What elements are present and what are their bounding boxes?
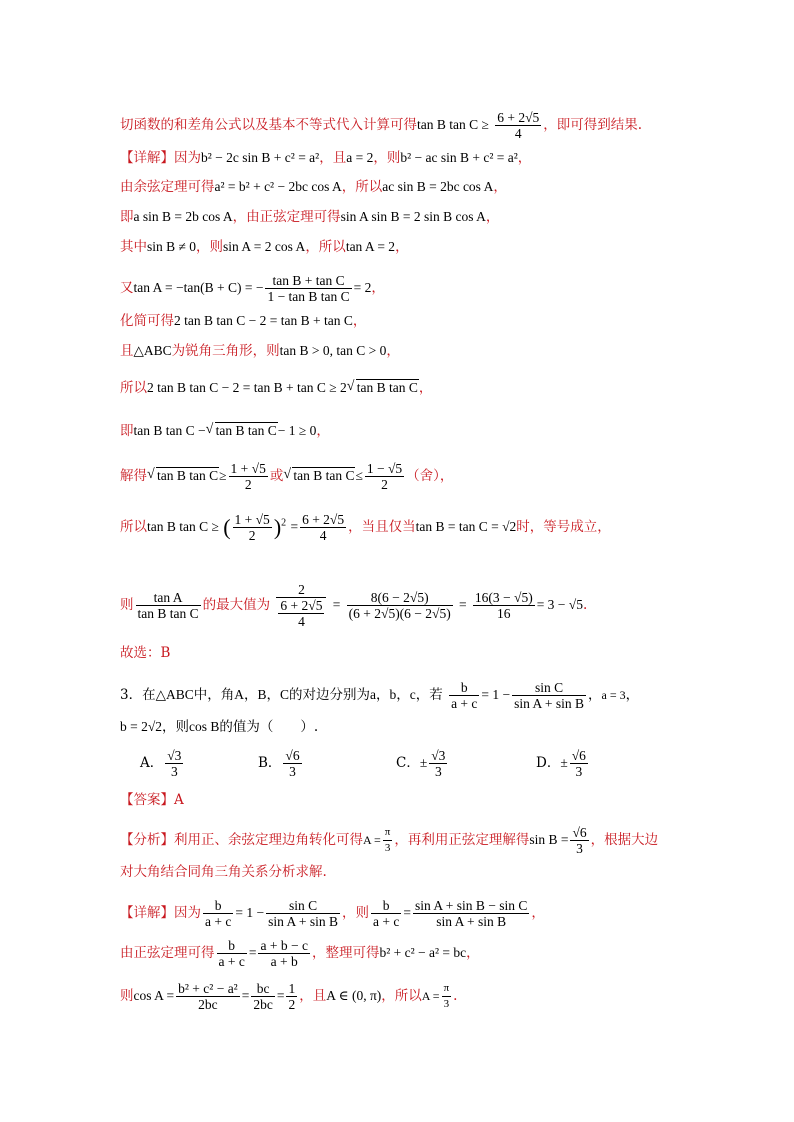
exponent: 2	[281, 517, 287, 529]
text: ，	[466, 945, 480, 961]
text: 为锐角三角形，则	[171, 343, 280, 359]
text: ，	[485, 209, 500, 225]
formula: b² − ac sin B + c² = a²	[400, 150, 518, 165]
option-label: B．	[258, 755, 282, 771]
radicand: tan B tan C	[215, 423, 277, 438]
numerator: √3	[431, 748, 446, 763]
numerator: √6	[571, 748, 586, 763]
text: ，	[352, 313, 367, 329]
text: 则	[120, 597, 134, 613]
text: 因为	[174, 150, 201, 166]
text: 即	[120, 209, 134, 225]
denominator: (6 + 2√5)(6 − 2√5)	[348, 606, 451, 621]
text: ，当且仅当	[348, 519, 416, 535]
numerator: √6	[572, 825, 587, 840]
question-3-cont	[120, 717, 318, 737]
denominator: a + b	[270, 954, 298, 969]
denominator: sin A + sin B	[514, 696, 585, 711]
formula: c	[409, 687, 416, 702]
fraction	[570, 825, 588, 856]
fraction	[266, 898, 340, 929]
fraction	[286, 981, 297, 1012]
radicand: tan B tan C	[356, 380, 418, 395]
formula: =	[276, 988, 285, 1003]
text: ，则	[373, 150, 401, 166]
formula: b	[389, 687, 397, 702]
text: 3．在	[120, 687, 156, 703]
detail2-line-1	[120, 898, 545, 929]
text: ，	[266, 687, 280, 703]
fraction	[449, 680, 479, 711]
formula: a² = b² + c² − 2bc cos A	[214, 179, 342, 194]
text: 且	[120, 343, 134, 359]
radicand: tan B tan C	[293, 468, 355, 483]
text: 由余弦定理可得	[120, 179, 215, 195]
numerator: sin C	[512, 680, 586, 696]
option-d[interactable]	[536, 748, 590, 779]
formula: = 1 −	[235, 905, 265, 920]
denominator: 2bc	[253, 997, 273, 1012]
fraction	[365, 461, 404, 492]
formula: △ABC	[133, 343, 172, 358]
denominator: 4	[514, 126, 522, 141]
text: ，则	[162, 719, 190, 735]
fraction	[383, 825, 393, 856]
formula: tan B > 0, tan C > 0	[279, 343, 387, 358]
fraction	[265, 273, 351, 304]
line-8	[120, 341, 400, 361]
numerator: √3	[167, 748, 182, 763]
radicand: tan B tan C	[157, 468, 219, 483]
fraction	[413, 898, 529, 929]
text: ，所以	[341, 179, 383, 195]
denominator: 3	[289, 764, 296, 779]
numerator: 6 + 2√5	[497, 110, 540, 125]
option-label: C．	[396, 755, 420, 771]
text: ，整理可得	[311, 945, 380, 961]
text: 又	[120, 280, 134, 296]
formula: sin B =	[529, 832, 569, 847]
denominator: a + c	[205, 914, 232, 929]
formula: tan B = tan C = √2	[415, 519, 517, 534]
option-label: A．	[140, 755, 164, 771]
denominator: 3	[443, 998, 450, 1010]
formula: tan A = −tan(B + C) = −	[133, 280, 264, 295]
fraction	[217, 938, 247, 969]
formula: sin A sin B = 2 sin B cos A	[340, 209, 486, 224]
numerator: b	[217, 938, 247, 954]
conclusion-line: 故选：B	[120, 645, 171, 661]
formula: 2 tan B tan C − 2 = tan B + tan C	[174, 313, 353, 328]
fraction	[176, 981, 240, 1012]
text: ，	[376, 687, 390, 703]
text: ，	[243, 687, 258, 703]
formula: − 1 ≥ 0	[277, 423, 317, 438]
denominator: tan B tan C	[137, 606, 199, 621]
numerator: 2	[276, 582, 326, 598]
text: 所以	[120, 380, 147, 396]
fraction	[300, 512, 346, 543]
text: 则	[120, 988, 134, 1004]
line-12	[120, 512, 611, 543]
formula: A	[234, 687, 244, 702]
formula: a = 2	[346, 150, 374, 165]
fraction	[233, 512, 272, 543]
text: 其中	[120, 239, 147, 255]
formula: = 1 −	[481, 687, 511, 702]
left-paren: (	[223, 514, 231, 540]
fraction	[495, 110, 541, 141]
compound-fraction	[276, 582, 326, 629]
fraction	[512, 680, 586, 711]
text: ，	[316, 423, 330, 439]
text: 或	[269, 468, 284, 484]
numerator: b	[371, 898, 401, 914]
line-7	[120, 311, 366, 331]
formula: a = 3	[601, 688, 626, 702]
text: 即	[120, 423, 134, 439]
formula: 2 tan B tan C − 2 = tan B + tan C ≥ 2	[147, 380, 347, 395]
formula: ≤	[355, 468, 363, 483]
denominator: 2	[381, 477, 388, 492]
text: ，即可得到结果.	[543, 117, 643, 133]
detail2-line-3	[120, 981, 457, 1012]
text: 的值为（ ）.	[219, 719, 319, 735]
denominator: sin A + sin B	[268, 914, 338, 929]
text: ，	[371, 280, 385, 296]
text: ，且	[299, 988, 327, 1004]
text: 的对边分别为	[289, 687, 371, 703]
text: 时，等号成立，	[516, 519, 611, 535]
formula: cos B	[189, 719, 220, 734]
denominator: 2	[248, 528, 256, 543]
formula: b = 2√2	[120, 719, 163, 734]
fraction	[473, 590, 535, 621]
text: ，	[625, 687, 640, 703]
denominator: 2bc	[198, 997, 218, 1012]
line-9	[120, 378, 432, 398]
formula: ac sin B = 2bc cos A	[382, 179, 494, 194]
formula: cos A =	[133, 988, 175, 1003]
formula: sin B ≠ 0	[147, 239, 197, 254]
formula: C	[280, 687, 290, 702]
text: ，则	[196, 239, 224, 255]
denominator: 2	[288, 997, 296, 1012]
numerator: bc	[251, 981, 275, 997]
text: ，若	[415, 687, 443, 703]
formula: ≥	[219, 468, 227, 483]
formula: sin A = 2 cos A	[223, 239, 306, 254]
text: ，	[418, 380, 433, 396]
formula: =	[403, 905, 411, 920]
line-6	[120, 273, 385, 304]
inner-denominator: 4	[298, 614, 305, 629]
fraction	[429, 748, 447, 779]
inner-numerator: 6 + 2√5	[280, 598, 323, 613]
formula: =	[241, 988, 250, 1003]
text: 【详解】因为	[120, 905, 201, 921]
formula: b² − 2c sin B + c² = a²	[201, 150, 320, 165]
line-10	[120, 421, 330, 441]
numerator: b	[449, 680, 479, 696]
text: ，	[493, 179, 507, 195]
fraction	[258, 938, 309, 969]
denominator: a + c	[451, 696, 478, 711]
line-13: 则 $\frac{\text{tan A}}{\text{tan B tan C}}$ 的最大值为 $\frac{2}{\frac{6 + 2√5}{4}}$ = $\frac{8(6 - 2√5)}{(6 + 2√5)(6 - 2√5)}$ = $\frac{16(3 - √5)}{16}$ = 3 − √5.	[120, 582, 588, 629]
denominator: 3	[434, 764, 442, 779]
formula: A ∈ (0, π)	[326, 988, 382, 1003]
formula: =	[248, 945, 257, 960]
denominator: 3	[575, 764, 583, 779]
option-label: D．	[536, 755, 561, 771]
option-c[interactable]	[396, 748, 449, 779]
text: ，再利用正弦定理解得	[394, 832, 530, 848]
plus-minus: ±	[419, 755, 428, 770]
text: 化简可得	[120, 313, 174, 329]
fraction	[442, 981, 452, 1012]
fraction	[371, 898, 401, 929]
text: 所以	[120, 519, 147, 535]
square-root: √ tan B tan C	[346, 379, 418, 395]
text: ，	[396, 687, 410, 703]
fraction	[229, 461, 268, 492]
numerator: sin C	[266, 898, 340, 914]
line-11	[120, 461, 453, 492]
numerator: a + b − c	[260, 938, 308, 953]
formula: = 3 − √5	[536, 597, 583, 612]
text: 【分析】利用正、余弦定理边角转化可得	[120, 832, 363, 848]
numerator: 1 + √5	[234, 512, 270, 527]
text: ，由正弦定理可得	[232, 209, 341, 225]
fraction	[570, 748, 588, 779]
denominator: a + c	[218, 954, 245, 969]
fraction	[136, 590, 201, 621]
text: ，	[531, 905, 545, 921]
line-4	[120, 207, 499, 227]
numerator: sin A + sin B − sin C	[414, 898, 528, 913]
text: ，	[386, 343, 400, 359]
denominator: 2	[244, 477, 252, 492]
option-b[interactable]	[258, 748, 304, 779]
detail2-line-2	[120, 938, 480, 969]
formula: tan A = 2	[345, 239, 396, 254]
line-2	[120, 148, 531, 168]
formula: a sin B = 2b cos A	[133, 209, 233, 224]
text: ，	[588, 687, 602, 703]
answer-line: 【答案】A	[120, 792, 184, 808]
formula: tan B tan C ≥	[417, 117, 489, 132]
question-3	[120, 680, 639, 711]
formula: A =	[421, 989, 440, 1003]
fraction	[203, 898, 233, 929]
right-paren: )	[273, 514, 282, 540]
text: ，所以	[381, 988, 422, 1004]
plus-minus: ±	[560, 755, 568, 770]
numerator: 1 + √5	[230, 461, 266, 476]
text: （舍），	[406, 468, 454, 484]
formula: = 2	[353, 280, 372, 295]
formula: =	[290, 519, 299, 534]
square-root: √ tan B tan C	[283, 467, 355, 483]
formula: A =	[363, 833, 381, 847]
numerator: 8(6 − 2√5)	[347, 590, 453, 606]
text: ，则	[341, 905, 369, 921]
denominator: a + c	[372, 914, 400, 929]
numerator: tan B + tan C	[265, 273, 351, 289]
text: 切函数的和差角公式以及基本不等式代入计算可得	[120, 117, 417, 133]
text: 由正弦定理可得	[120, 945, 215, 961]
fraction	[283, 748, 301, 779]
fraction	[347, 590, 453, 621]
square-root: √ tan B tan C	[147, 467, 219, 483]
analysis-line	[120, 825, 658, 856]
text: .	[453, 988, 458, 1004]
numerator: 1	[288, 981, 296, 996]
formula: b² + c² − a² = bc	[379, 945, 467, 960]
denominator: 1 − tan B tan C	[267, 289, 350, 304]
line-3	[120, 177, 507, 197]
detail-tag: 【详解】	[120, 150, 174, 166]
square-root: √ tan B tan C	[205, 422, 277, 438]
denominator: 16	[497, 606, 511, 621]
denominator: 3	[170, 764, 178, 779]
numerator: 1 − √5	[366, 461, 403, 476]
denominator: 3	[576, 841, 583, 856]
text: 的最大值为	[202, 597, 271, 613]
numerator: π	[442, 981, 452, 997]
line-5	[120, 237, 409, 257]
formula: tan B tan C −	[133, 423, 206, 438]
analysis-line-2: 对大角结合同角三角关系分析求解.	[120, 864, 327, 880]
text: .	[582, 597, 588, 613]
option-a[interactable]	[140, 748, 185, 779]
text: ，所以	[305, 239, 346, 255]
fraction	[165, 748, 183, 779]
numerator: b	[203, 898, 233, 914]
fraction	[251, 981, 275, 1012]
numerator: 16(3 − √5)	[474, 590, 533, 605]
numerator: b² + c² − a²	[178, 981, 238, 996]
formula: tan B tan C ≥	[147, 519, 219, 534]
formula: B	[257, 687, 267, 702]
denominator: sin A + sin B	[436, 914, 507, 929]
denominator: 4	[319, 528, 327, 543]
line-1	[120, 110, 642, 141]
text: ，	[395, 239, 409, 255]
formula: a	[370, 687, 377, 702]
numerator: π	[383, 825, 393, 841]
numerator: 6 + 2√5	[302, 512, 345, 527]
denominator	[276, 598, 326, 629]
text: ，	[517, 150, 532, 166]
text: 解得	[120, 468, 147, 484]
numerator: tan A	[136, 590, 201, 606]
denominator: 3	[384, 842, 391, 854]
text: ，根据大边	[590, 832, 659, 848]
text: ，且	[319, 150, 347, 166]
text: 中，角	[193, 687, 235, 703]
formula: △ABC	[155, 687, 194, 702]
numerator: √6	[285, 748, 300, 763]
